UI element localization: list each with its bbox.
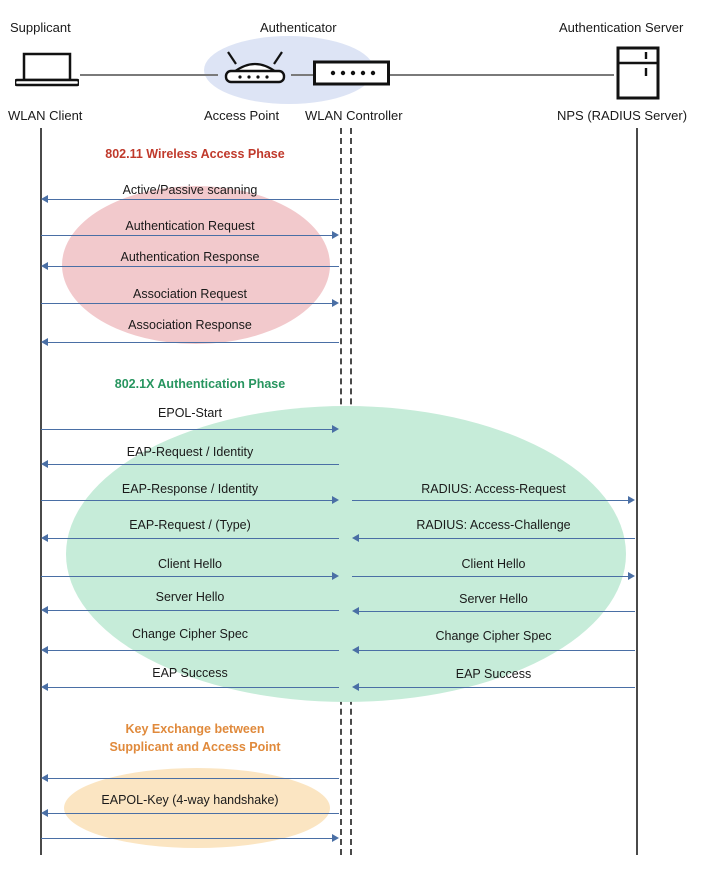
message-label-left-2: Authentication Response [120, 250, 260, 264]
message-arrow-right-0 [352, 500, 628, 501]
message-arrow-right-5 [359, 687, 635, 688]
arrow-head-left-6 [41, 460, 48, 468]
arrow-head-right-0 [628, 496, 635, 504]
message-arrow-left-3 [41, 303, 332, 304]
message-arrow-left-7 [41, 500, 332, 501]
message-label-left-8: EAP-Request / (Type) [129, 518, 251, 532]
link-client-to-ap [80, 74, 218, 76]
arrow-head-right-5 [352, 683, 359, 691]
arrow-head-left-4 [41, 338, 48, 346]
message-label-left-7: EAP-Response / Identity [121, 482, 259, 496]
message-label-left-4: Association Response [128, 318, 252, 332]
arrow-head-left-1 [332, 231, 339, 239]
message-label-right-2: Client Hello [461, 557, 526, 571]
arrow-head-left-13 [41, 774, 48, 782]
message-label-left-1: Authentication Request [125, 219, 255, 233]
phase-title-dot1x-auth: 802.1X Authentication Phase [114, 377, 286, 391]
arrow-head-left-10 [41, 606, 48, 614]
message-label-right-1: RADIUS: Access-Challenge [416, 518, 571, 532]
message-arrow-left-8 [48, 538, 339, 539]
message-arrow-left-10 [48, 610, 339, 611]
phase-ellipse-key-exchange [64, 768, 330, 848]
arrow-head-right-3 [352, 607, 359, 615]
arrow-head-right-4 [352, 646, 359, 654]
arrow-head-right-1 [352, 534, 359, 542]
message-label-left-9: Client Hello [158, 557, 222, 571]
arrow-head-left-0 [41, 195, 48, 203]
message-label-left-10: Server Hello [155, 590, 225, 604]
link-ap-to-controller [291, 74, 313, 76]
message-label-left-6: EAP-Request / Identity [126, 445, 254, 459]
message-arrow-left-13 [48, 778, 339, 779]
phase-title-wireless-access: 802.11 Wireless Access Phase [105, 147, 285, 161]
arrow-head-left-14 [41, 809, 48, 817]
message-arrow-left-0 [48, 199, 339, 200]
message-arrow-left-15 [41, 838, 332, 839]
message-arrow-left-14 [48, 813, 339, 814]
message-label-left-12: EAP Success [152, 666, 228, 680]
message-arrow-left-11 [48, 650, 339, 651]
phase-title-key-exchange-line1: Key Exchange between [125, 722, 265, 736]
node-label-nps-radius-server: NPS (RADIUS Server) [557, 108, 688, 123]
arrow-head-left-5 [332, 425, 339, 433]
message-arrow-left-4 [48, 342, 339, 343]
arrow-head-left-7 [332, 496, 339, 504]
message-arrow-left-12 [48, 687, 339, 688]
message-label-left-14: EAPOL-Key (4-way handshake) [101, 793, 279, 807]
column-title-auth-server: Authentication Server [559, 20, 684, 35]
message-arrow-left-2 [48, 266, 339, 267]
wlan-controller-icon [313, 60, 390, 88]
column-title-authenticator: Authenticator [260, 20, 337, 35]
message-arrow-left-9 [41, 576, 332, 577]
link-controller-to-server [390, 74, 614, 76]
node-label-wlan-controller: WLAN Controller [305, 108, 403, 123]
node-label-access-point: Access Point [204, 108, 280, 123]
arrow-head-left-12 [41, 683, 48, 691]
arrow-head-left-15 [332, 834, 339, 842]
node-label-wlan-client: WLAN Client [8, 108, 83, 123]
access-point-icon [218, 50, 292, 86]
message-arrow-right-4 [359, 650, 635, 651]
message-label-left-5: EPOL-Start [158, 406, 222, 420]
message-arrow-right-3 [359, 611, 635, 612]
server-icon [616, 46, 660, 100]
message-arrow-left-1 [41, 235, 332, 236]
phase-title-key-exchange-line2: Supplicant and Access Point [109, 740, 281, 754]
arrow-head-left-8 [41, 534, 48, 542]
message-arrow-right-1 [359, 538, 635, 539]
message-label-right-5: EAP Success [455, 667, 532, 681]
message-label-right-3: Server Hello [459, 592, 528, 606]
lifeline-auth-server [636, 128, 638, 855]
message-arrow-left-5 [41, 429, 332, 430]
message-label-left-0: Active/Passive scanning [122, 183, 258, 197]
arrow-head-right-2 [628, 572, 635, 580]
message-arrow-right-2 [352, 576, 628, 577]
arrow-head-left-2 [41, 262, 48, 270]
arrow-head-left-11 [41, 646, 48, 654]
laptop-icon [15, 52, 79, 88]
message-label-right-4: Change Cipher Spec [435, 629, 552, 643]
message-label-left-11: Change Cipher Spec [131, 627, 249, 641]
column-title-supplicant: Supplicant [10, 20, 71, 35]
message-label-right-0: RADIUS: Access-Request [421, 482, 566, 496]
arrow-head-left-9 [332, 572, 339, 580]
message-label-left-3: Association Request [133, 287, 247, 301]
arrow-head-left-3 [332, 299, 339, 307]
message-arrow-left-6 [48, 464, 339, 465]
